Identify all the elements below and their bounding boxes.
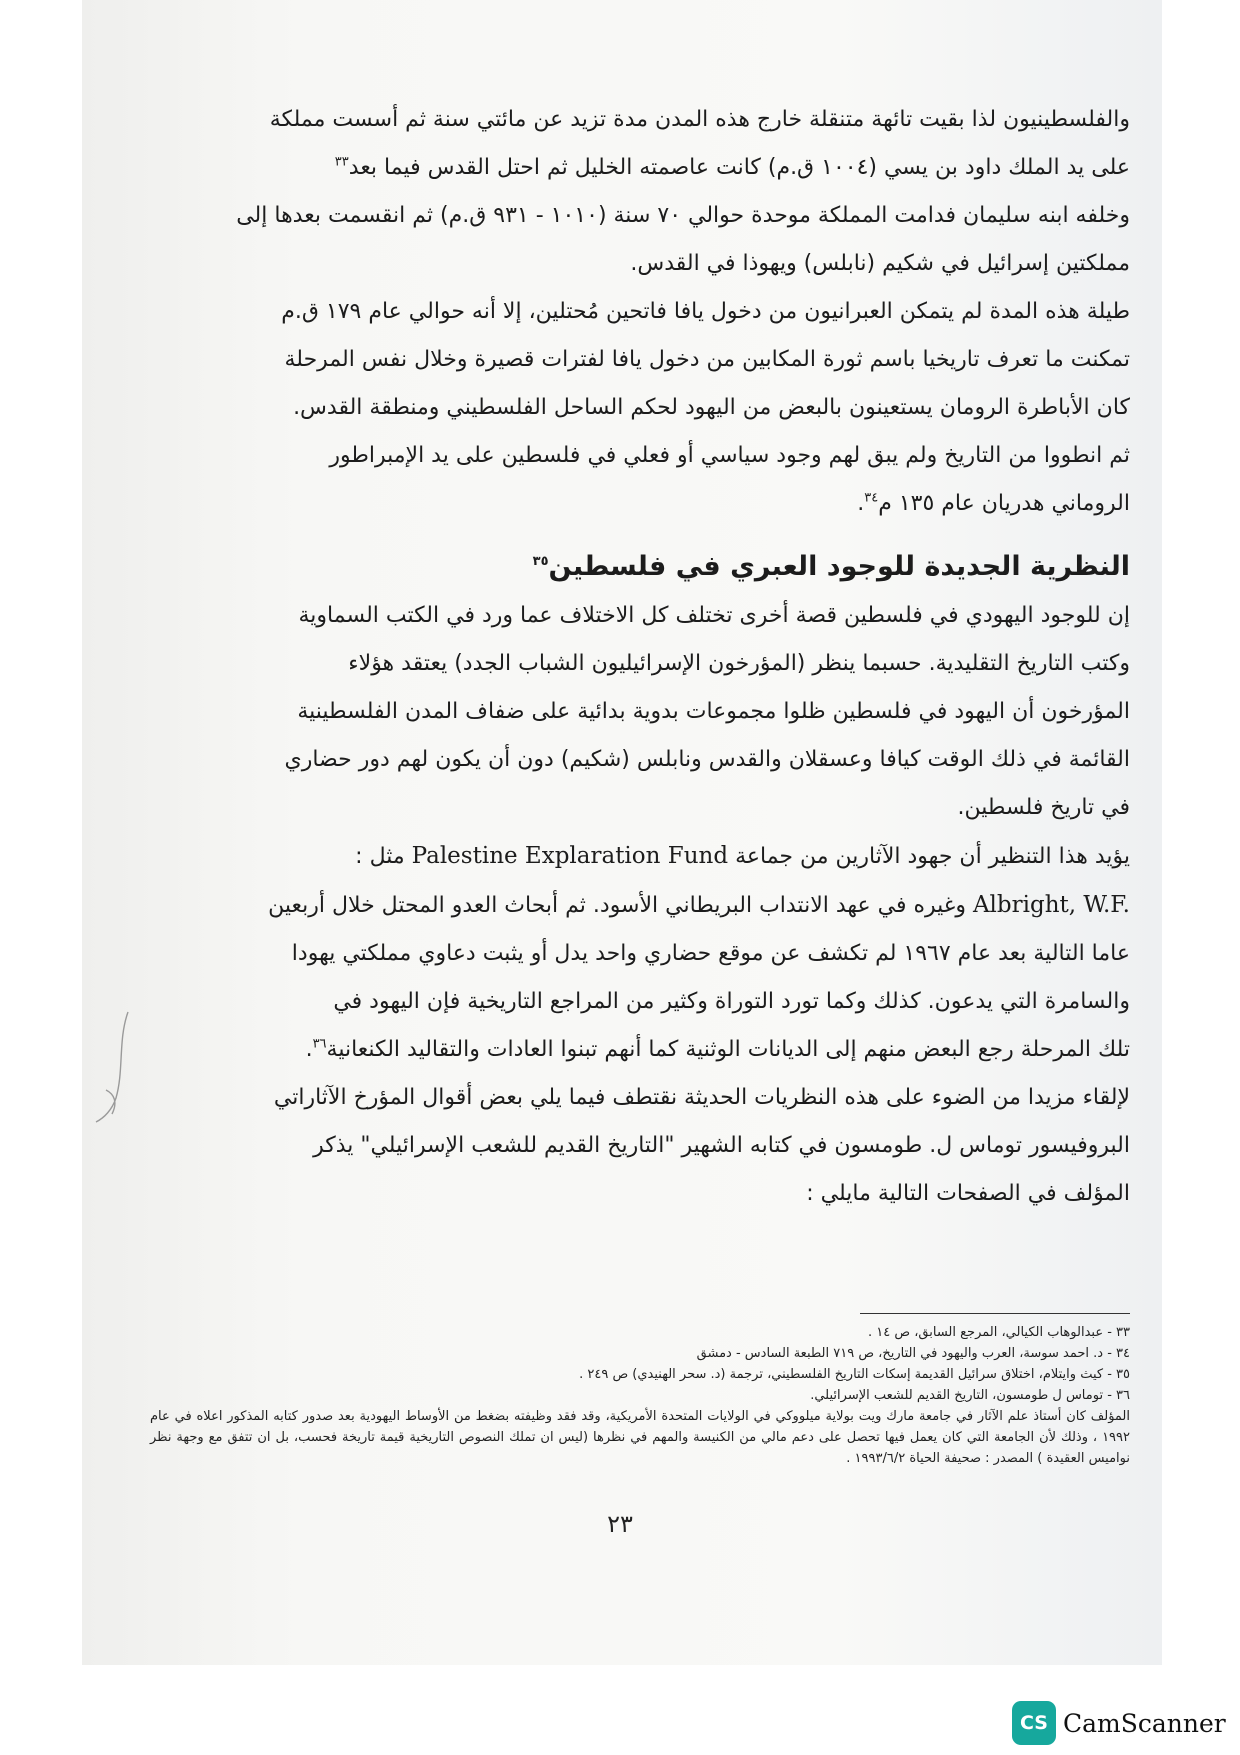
paragraph-hadrian xyxy=(150,432,1130,528)
camscanner-logo-icon: CS xyxy=(1012,1701,1056,1745)
footnote-divider xyxy=(860,1313,1130,1314)
page-body xyxy=(150,96,1130,1218)
text-line: القائمة في ذلك الوقت كيافا وعسقلان والقدس ونابلس (شكيم) دون أن يكون لهم دور حضاري xyxy=(284,747,1130,772)
latin-term: Palestine Explaration Fund xyxy=(411,843,729,869)
paragraph-kingdom xyxy=(150,96,1130,288)
footnote: ٣٤ - د. احمد سوسة، العرب واليهود في التاريخ، ص ٧١٩ الطبعة السادس - دمشق xyxy=(696,1346,1130,1361)
footnote: ٣٦ - توماس ل طومسون، التاريخ القديم للشعب الإسرائيلي. xyxy=(810,1388,1130,1403)
text-line: على يد الملك داود بن يسي (١٠٠٤ ق.م) كانت عاصمته الخليل ثم احتل القدس فيما بعد xyxy=(348,155,1130,180)
text-line: لإلقاء مزيدا من الضوء على هذه النظريات الحديثة نقتطف فيما يلي بعض أقوال المؤرخ الآثاراتي xyxy=(273,1085,1130,1110)
text-line: وخلفه ابنه سليمان فدامت المملكة موحدة حوالي ٧٠ سنة (١٠١٠ - ٩٣١ ق.م) ثم انقسمت بعدها إلى xyxy=(236,203,1130,228)
camscanner-watermark xyxy=(1012,1700,1226,1746)
camscanner-name: CamScanner xyxy=(1063,1708,1226,1738)
text-line: وكتب التاريخ التقليدية. حسبما ينظر (المؤرخون الإسرائيليون الشباب الجدد) يعتقد هؤلاء xyxy=(348,651,1130,676)
footnote: ٣٥ - كيث وايتلام، اختلاق سرائيل القديمة إسكات التاريخ الفلسطيني، ترجمة (د. سحر الهنيدي) ص ٢٤٩ . xyxy=(579,1367,1130,1382)
footnote-ref: ٣٣ xyxy=(334,154,349,170)
text-line: المؤلف في الصفحات التالية مايلي : xyxy=(806,1181,1130,1206)
paragraph-archaeology xyxy=(150,832,1130,1074)
text-line: كان الأباطرة الرومان يستعينون بالبعض من اليهود لحكم الساحل الفلسطيني ومنطقة القدس. xyxy=(293,395,1130,420)
text-line: المؤرخون أن اليهود في فلسطين ظلوا مجموعات بدوية بدائية على ضفاف المدن الفلسطينية xyxy=(297,699,1130,724)
footnote-note: المؤلف كان أستاذ علم الآثار في جامعة مارك ويت بولاية ميلووكي في الولايات المتحدة الأمريكية، وقد فقد وظيفته بضغط من الأوساط اليهودية بعد صدور كتابه المذكور اعلاه في عام ١٩٩٢ ، وذلك لأن الجامعة التي كان يعمل فيها تحصل على دعم مالي من الكنيسة والمهم في نظرها (ليس ان تملك النصوص التاريخية قيمة تاريخة فحسب، بل ان تتفق مع وجهة نظر نواميس العقيدة ) المصدر : صحيفة الحياة ١٩٩٣/٦/٢ . xyxy=(150,1409,1130,1466)
text-line: وغيره في عهد الانتداب البريطاني الأسود. ثم أبحاث العدو المحتل خلال أربعين xyxy=(268,893,966,918)
page-number: ٢٣ xyxy=(607,1510,633,1538)
paragraph-thompson xyxy=(150,1074,1130,1218)
text-line: والفلسطينيون لذا بقيت تائهة متنقلة خارج هذه المدن مدة تزيد عن مائتي سنة ثم أسست مملكة xyxy=(269,107,1130,132)
text-line: ثم انطووا من التاريخ ولم يبق لهم وجود سياسي أو فعلي في فلسطين على يد الإمبراطور xyxy=(329,443,1130,468)
text-line: تلك المرحلة رجع البعض منهم إلى الديانات الوثنية كما أنهم تبنوا العادات والتقاليد الكنعانية xyxy=(326,1037,1130,1062)
text-line: طيلة هذه المدة لم يتمكن العبرانيون من دخول يافا فاتحين مُحتلين، إلا أنه حوالي عام ١٧٩ ق.م xyxy=(281,299,1130,324)
text-line: مملكتين إسرائيل في شكيم (نابلس) ويهوذا في القدس. xyxy=(630,251,1130,276)
section-heading xyxy=(150,542,1130,592)
text-line: في تاريخ فلسطين. xyxy=(957,795,1130,820)
footnote-ref: ٣٤ xyxy=(864,490,879,506)
footnotes xyxy=(150,1322,1130,1469)
text-line: يؤيد هذا التنظير أن جهود الآثارين من جماعة xyxy=(735,844,1130,869)
footnote-ref: ٣٦ xyxy=(312,1036,327,1052)
text-tail: . xyxy=(857,491,865,516)
text-line: تمكنت ما تعرف تاريخيا باسم ثورة المكابين من دخول يافا لفترات قصيرة وخلال نفس المرحلة xyxy=(284,347,1130,372)
text-line: الروماني هدريان عام ١٣٥ م xyxy=(878,491,1130,516)
text-line: عاما التالية بعد عام ١٩٦٧ لم تكشف عن موقع حضاري واحد يدل أو يثبت دعاوي مملكتي يهودا xyxy=(291,941,1130,966)
paragraph-maccabees xyxy=(150,288,1130,432)
pencil-annotation-mark xyxy=(88,1010,138,1130)
text-line: مثل : xyxy=(355,844,405,869)
latin-term: Albright, W.F. xyxy=(972,892,1130,918)
footnote-ref: ٣٥ xyxy=(532,554,549,569)
text-tail: . xyxy=(305,1037,313,1062)
paragraph-new-historians xyxy=(150,592,1130,832)
heading-text: النظرية الجديدة للوجود العبري في فلسطين xyxy=(548,551,1130,582)
text-line: والسامرة التي يدعون. كذلك وكما تورد التوراة وكثير من المراجع التاريخية فإن اليهود في xyxy=(333,989,1130,1014)
footnote: ٣٣ - عبدالوهاب الكيالي، المرجع السابق، ص ١٤ . xyxy=(867,1325,1130,1340)
text-line: إن للوجود اليهودي في فلسطين قصة أخرى تختلف كل الاختلاف عما ورد في الكتب السماوية xyxy=(298,603,1130,628)
text-line: البروفيسور توماس ل. طومسون في كتابه الشهير "التاريخ القديم للشعب الإسرائيلي" يذكر xyxy=(313,1133,1130,1158)
